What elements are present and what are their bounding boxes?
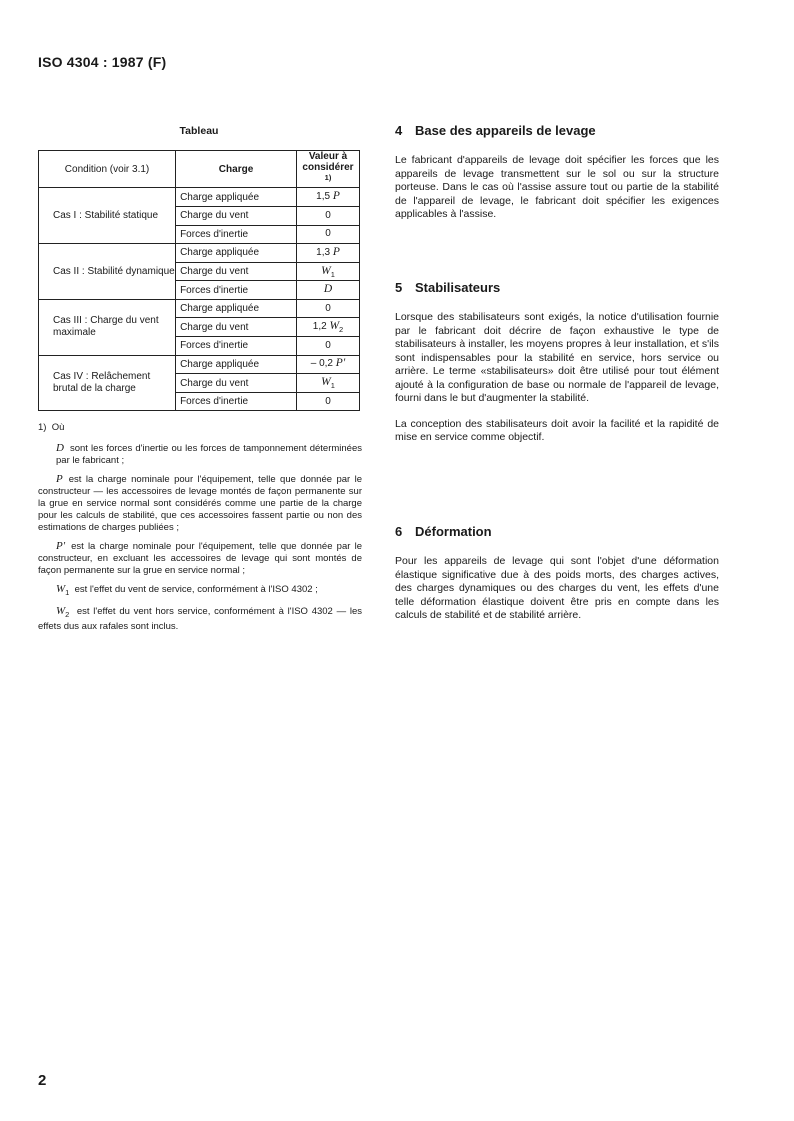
section-body: [395, 311, 719, 445]
load-value: D: [297, 281, 360, 300]
footnote-text: sont les forces d'inertie ou les forces de tamponnement déterminées par le fabricant ;: [56, 443, 362, 466]
section-body: [395, 154, 719, 222]
section-paragraph: Lorsque des stabilisateurs sont exigés, la notice d'utilisation fournie par le fabricant doit décrire de façon exhaustive le type de stabilisateurs à installer, les moyens propres à leur installation, et s'ils sont indispensables pour la stabilité en service, hors service ou arrière. Le terme «stabilisateurs» doit être utilisé pour tout élément ajouté à la configuration de base ou normale de l'appareil de levage, fourni dans le but d'augmenter la stabilité.: [395, 311, 719, 404]
footnote-symbol: D: [56, 442, 64, 454]
footnote-lead: [38, 422, 362, 434]
table-header-row: [39, 151, 360, 188]
load-value: 1,2 $W_2$: [297, 318, 360, 337]
load-type: Forces d'inertie: [176, 225, 297, 244]
section-title-text: Déformation: [415, 524, 492, 539]
section-body: [395, 555, 719, 623]
load-value: 0: [297, 225, 360, 244]
footnote-symbol: P': [56, 540, 66, 552]
load-type: Charge du vent: [176, 374, 297, 393]
footnote-item: [38, 442, 362, 467]
load-value: 1,3 P: [297, 244, 360, 263]
table-row: [39, 188, 360, 207]
footnote-marker: 1): [38, 422, 47, 433]
header-valeur-note: 1): [324, 173, 332, 182]
section-title-text: Base des appareils de levage: [415, 123, 596, 138]
table-row: [39, 299, 360, 318]
load-value: – 0,2 P': [297, 355, 360, 374]
footnote-text: est la charge nominale pour l'équipement, telle que donnée par le constructeur, en excluant les accessoires de levage qui sont montés de façon permanente sur la grue en service normal ;: [38, 541, 362, 576]
section-4: [395, 123, 719, 234]
section-paragraph: La conception des stabilisateurs doit avoir la facilité et la rapidité de mise en service comme objectif.: [395, 417, 719, 443]
load-value: 0: [297, 337, 360, 356]
table-footnotes: [38, 422, 362, 639]
footnote-item: [38, 473, 362, 534]
load-type: Forces d'inertie: [176, 337, 297, 356]
load-type: Forces d'inertie: [176, 281, 297, 300]
case-label: Cas IV : Relâchement brutal de la charge: [39, 355, 176, 411]
section-number: 4: [395, 123, 403, 138]
document-header: ISO 4304 : 1987 (F): [38, 54, 167, 70]
load-table: [38, 150, 360, 411]
load-value: 0: [297, 206, 360, 225]
section-number: 5: [395, 280, 403, 295]
table-title: Tableau: [179, 125, 219, 137]
case-label: Cas I : Stabilité statique: [39, 188, 176, 244]
footnote-item: [38, 540, 362, 577]
load-type: Charge appliquée: [176, 188, 297, 207]
section-title: [395, 123, 719, 138]
footnote-symbol-sub: 2: [65, 609, 70, 619]
load-value: $W_1$: [297, 262, 360, 281]
load-value: 0: [297, 392, 360, 411]
page-number: 2: [38, 1072, 47, 1089]
table-row: [39, 355, 360, 374]
load-type: Charge appliquée: [176, 355, 297, 374]
load-type: Charge du vent: [176, 206, 297, 225]
footnote-item: [38, 583, 362, 599]
load-value: $W_1$: [297, 374, 360, 393]
load-type: Charge appliquée: [176, 244, 297, 263]
case-label: Cas II : Stabilité dynamique: [39, 244, 176, 300]
load-type: Charge du vent: [176, 262, 297, 281]
section-paragraph: Le fabricant d'appareils de levage doit spécifier les forces que les appareils de levage transmettent sur le sol ou sur la structure porteuse. Dans le cas où l'assise assure tout ou partie de la stabilité de l'appareil de levage, le fabricant doit spécifier les exigences applicables à l'assise.: [395, 154, 719, 220]
footnote-text: est l'effet du vent hors service, conformément à l'ISO 4302 — les effets dus aux rafales sont inclus.: [38, 605, 362, 632]
section-title: [395, 280, 719, 295]
load-type: Charge appliquée: [176, 299, 297, 318]
footnote-symbol: P: [56, 473, 63, 485]
header-valeur: [297, 151, 360, 188]
load-value: 1,5 P: [297, 188, 360, 207]
header-charge: Charge: [176, 151, 297, 188]
footnote-symbol: W: [56, 604, 66, 617]
header-valeur-text: Valeur à considérer: [302, 151, 354, 173]
header-condition: Condition (voir 3.1): [39, 151, 176, 188]
section-6: [395, 524, 719, 635]
footnote-item: [38, 605, 362, 633]
section-paragraph: Pour les appareils de levage qui sont l'objet d'une déformation élastique significative due à des poids morts, des charges actives, des charges dynamiques ou des charges du vent, les effets d'une telle déformation élastique doivent être pris en compte dans les calculs de stabilité et de stabilité arrière.: [395, 555, 719, 621]
section-5: [395, 280, 719, 457]
footnote-lead-text: Où: [51, 422, 65, 433]
load-type: Charge du vent: [176, 318, 297, 337]
load-value: 0: [297, 299, 360, 318]
section-title-text: Stabilisateurs: [415, 280, 501, 295]
section-title: [395, 524, 719, 539]
section-number: 6: [395, 524, 403, 539]
footnote-text: est la charge nominale pour l'équipement, telle que donnée par le constructeur — les accessoires de levage montés de façon permanente sur la grue en service normal sont considérés comme une partie de la charge pour les calculs de stabilité, que ces accessoires fassent partie ou non des estimations de charges publiées ;: [38, 474, 362, 533]
footnote-symbol: W: [56, 583, 66, 595]
case-label: Cas III : Charge du vent maximale: [39, 299, 176, 355]
table-body: [39, 188, 360, 411]
footnote-text: est l'effet du vent de service, conformément à l'ISO 4302 ;: [74, 584, 318, 595]
load-type: Forces d'inertie: [176, 392, 297, 411]
table-row: [39, 244, 360, 263]
footnote-symbol-sub: 1: [65, 587, 70, 597]
